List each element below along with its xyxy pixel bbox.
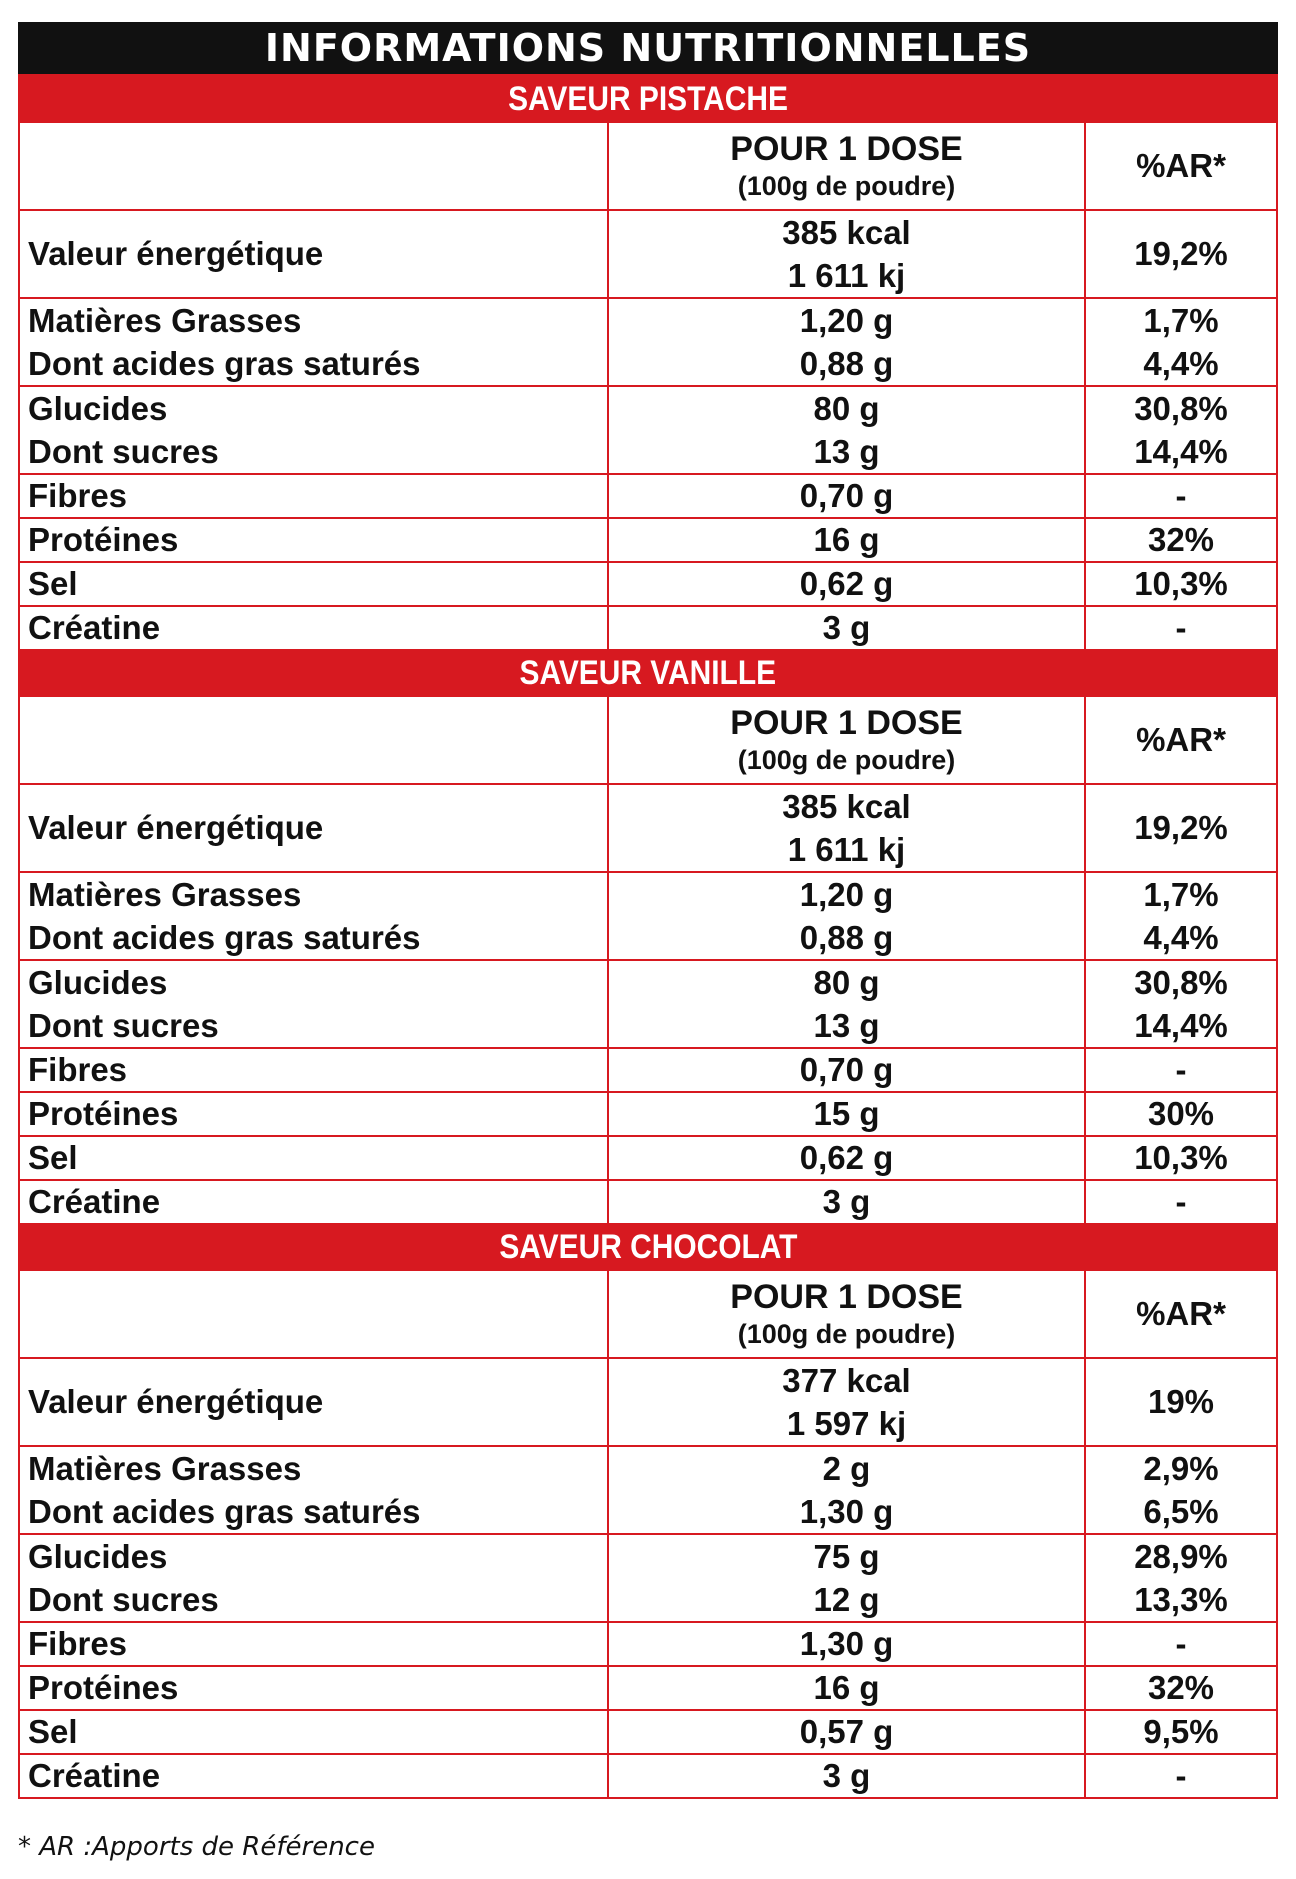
- fat-values: 2 g 1,30 g: [608, 1446, 1085, 1534]
- fat-ar: 1,7% 4,4%: [1085, 872, 1277, 960]
- table-header-row: [19, 696, 1277, 784]
- fat-ar: 2,9% 6,5%: [1085, 1446, 1277, 1534]
- table-row-energy: [19, 784, 1277, 872]
- table-row-carbs: [19, 960, 1277, 1048]
- energy-values: 377 kcal 1 597 kj: [608, 1358, 1085, 1446]
- header-ar-cell: %AR*: [1085, 1270, 1277, 1358]
- nutrition-panel: [18, 22, 1278, 1799]
- page-title: INFORMATIONS NUTRITIONNELLES: [18, 22, 1278, 77]
- carbs-values: 75 g 12 g: [608, 1534, 1085, 1622]
- header-ar-cell: %AR*: [1085, 696, 1277, 784]
- table-row-energy: [19, 210, 1277, 298]
- section-vanille: [18, 651, 1278, 1225]
- carbs-labels: Glucides Dont sucres: [19, 960, 608, 1048]
- fat-labels: Matières Grasses Dont acides gras saturés: [19, 872, 608, 960]
- section-pistache: [18, 77, 1278, 651]
- table-row: Créatine 3 g -: [19, 606, 1277, 650]
- table-row: Créatine 3 g -: [19, 1754, 1277, 1798]
- energy-label: Valeur énergétique: [19, 1358, 608, 1446]
- table-row-carbs: [19, 1534, 1277, 1622]
- table-row: Protéines 16 g 32%: [19, 518, 1277, 562]
- nutrition-table: [18, 695, 1278, 1225]
- fat-values: 1,20 g 0,88 g: [608, 872, 1085, 960]
- section-title: SAVEUR PISTACHE: [18, 77, 1278, 121]
- energy-label: Valeur énergétique: [19, 784, 608, 872]
- energy-ar: 19,2%: [1085, 784, 1277, 872]
- energy-label: Valeur énergétique: [19, 210, 608, 298]
- table-row: Fibres 0,70 g -: [19, 1048, 1277, 1092]
- header-ar-cell: %AR*: [1085, 122, 1277, 210]
- table-row: Protéines 16 g 32%: [19, 1666, 1277, 1710]
- table-row: Protéines 15 g 30%: [19, 1092, 1277, 1136]
- table-header-row: [19, 1270, 1277, 1358]
- table-row: Fibres 0,70 g -: [19, 474, 1277, 518]
- footnote: * AR :Apports de Référence: [18, 1832, 375, 1862]
- section-title: SAVEUR CHOCOLAT: [18, 1225, 1278, 1269]
- header-dose-cell: POUR 1 DOSE (100g de poudre): [608, 696, 1085, 784]
- fat-labels: Matières Grasses Dont acides gras saturés: [19, 298, 608, 386]
- carbs-ar: 30,8% 14,4%: [1085, 960, 1277, 1048]
- section-title: SAVEUR VANILLE: [18, 651, 1278, 695]
- table-row: Fibres 1,30 g -: [19, 1622, 1277, 1666]
- carbs-labels: Glucides Dont sucres: [19, 386, 608, 474]
- carbs-ar: 30,8% 14,4%: [1085, 386, 1277, 474]
- carbs-values: 80 g 13 g: [608, 386, 1085, 474]
- header-empty-cell: [19, 122, 608, 210]
- energy-ar: 19%: [1085, 1358, 1277, 1446]
- carbs-ar: 28,9% 13,3%: [1085, 1534, 1277, 1622]
- table-row: Créatine 3 g -: [19, 1180, 1277, 1224]
- table-row-energy: [19, 1358, 1277, 1446]
- energy-ar: 19,2%: [1085, 210, 1277, 298]
- header-empty-cell: [19, 696, 608, 784]
- energy-values: 385 kcal 1 611 kj: [608, 784, 1085, 872]
- carbs-values: 80 g 13 g: [608, 960, 1085, 1048]
- header-dose-cell: POUR 1 DOSE (100g de poudre): [608, 1270, 1085, 1358]
- fat-ar: 1,7% 4,4%: [1085, 298, 1277, 386]
- section-chocolat: [18, 1225, 1278, 1799]
- table-row-fat: [19, 1446, 1277, 1534]
- table-row-fat: [19, 872, 1277, 960]
- energy-values: 385 kcal 1 611 kj: [608, 210, 1085, 298]
- table-row: Sel 0,62 g 10,3%: [19, 1136, 1277, 1180]
- fat-values: 1,20 g 0,88 g: [608, 298, 1085, 386]
- table-row: Sel 0,57 g 9,5%: [19, 1710, 1277, 1754]
- fat-labels: Matières Grasses Dont acides gras saturés: [19, 1446, 608, 1534]
- table-row: Sel 0,62 g 10,3%: [19, 562, 1277, 606]
- table-row-fat: [19, 298, 1277, 386]
- table-row-carbs: [19, 386, 1277, 474]
- nutrition-table: [18, 121, 1278, 651]
- header-empty-cell: [19, 1270, 608, 1358]
- carbs-labels: Glucides Dont sucres: [19, 1534, 608, 1622]
- header-dose-cell: POUR 1 DOSE (100g de poudre): [608, 122, 1085, 210]
- table-header-row: [19, 122, 1277, 210]
- nutrition-table: [18, 1269, 1278, 1799]
